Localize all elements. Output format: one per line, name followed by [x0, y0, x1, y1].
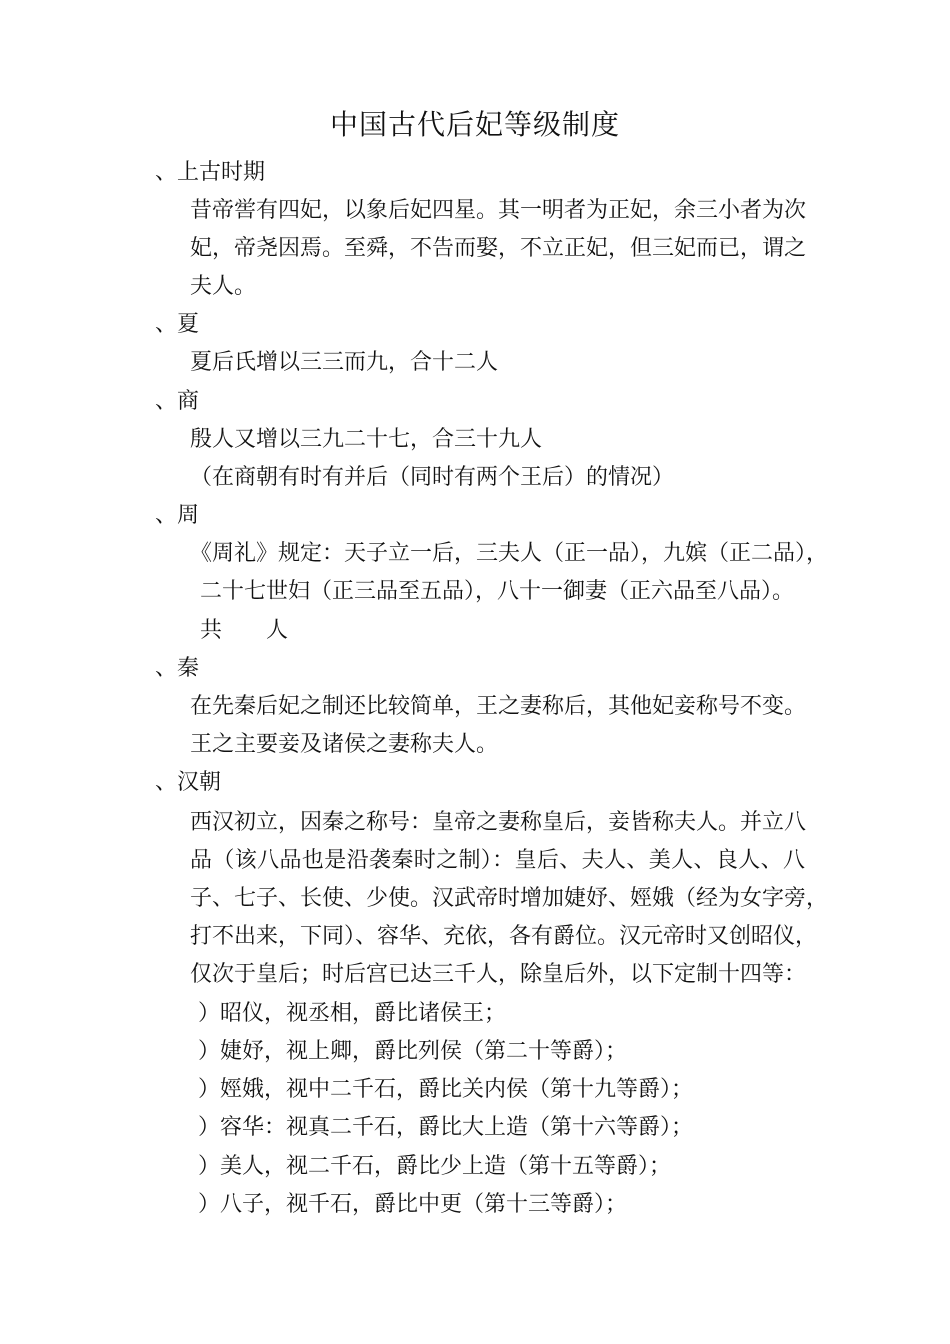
paragraph-line: 殷人又增以三九二十七，合三十九人 — [190, 427, 543, 452]
paragraph-line: 子、七子、长使、少使。汉武帝时增加婕妤、娙娥（经为女字旁， — [190, 886, 829, 911]
paragraph-line: 夫人。 — [190, 274, 257, 299]
paragraph-line: 打不出来，下同）、容华、充依，各有爵位。汉元帝时又创昭仪， — [190, 924, 818, 949]
paragraph-line: （在商朝有时有并后（同时有两个王后）的情况） — [190, 465, 675, 490]
page-title: 中国古代后妃等级制度 — [329, 108, 620, 141]
list-item: ）娙娥，视中二千石，爵比关内侯（第十九等爵）； — [198, 1077, 694, 1102]
section-heading-zhou: 、周 — [155, 503, 200, 528]
section-heading-qin: 、秦 — [155, 656, 200, 681]
list-item: ）容华：视真二千石，爵比大上造（第十六等爵）； — [198, 1115, 694, 1140]
paragraph-line: 《周礼》规定：天子立一后，三夫人（正一品），九嫔（正二品）， — [190, 541, 829, 566]
paragraph-line: 西汉初立，因秦之称号：皇帝之妻称皇后，妾皆称夫人。并立八 — [190, 810, 807, 835]
list-item: ）昭仪，视丞相，爵比诸侯王； — [198, 1001, 507, 1026]
paragraph-line: 品（该八品也是沿袭秦时之制）：皇后、夫人、美人、良人、八 — [190, 848, 805, 873]
paragraph-line: 昔帝喾有四妃，以象后妃四星。其一明者为正妃，余三小者为次 — [190, 198, 807, 223]
list-item: ）美人，视二千石，爵比少上造（第十五等爵）； — [198, 1154, 672, 1179]
paragraph-line: 夏后氏增以三三而九，合十二人 — [190, 350, 499, 375]
paragraph-line: 共 人 — [200, 618, 289, 643]
paragraph-line: 妃，帝尧因焉。至舜，不告而娶，不立正妃，但三妃而已，谓之 — [190, 236, 807, 261]
section-heading-han: 、汉朝 — [155, 770, 222, 795]
paragraph-line: 王之主要妾及诸侯之妻称夫人。 — [190, 732, 499, 757]
section-heading-xia: 、夏 — [155, 312, 200, 337]
list-item: ）八子，视千石，爵比中更（第十三等爵）； — [198, 1192, 628, 1217]
section-heading-shang: 、商 — [155, 389, 200, 414]
paragraph-line: 仅次于皇后；时后宫已达三千人，除皇后外，以下定制十四等： — [190, 962, 807, 987]
paragraph-line: 二十七世妇（正三品至五品），八十一御妻（正六品至八品）。 — [200, 579, 795, 604]
section-heading-shanggu: 、上古时期 — [155, 160, 266, 185]
list-item: ）婕妤，视上卿，爵比列侯（第二十等爵）； — [198, 1039, 628, 1064]
paragraph-line: 在先秦后妃之制还比较简单，王之妻称后，其他妃妾称号不变。 — [190, 694, 807, 719]
